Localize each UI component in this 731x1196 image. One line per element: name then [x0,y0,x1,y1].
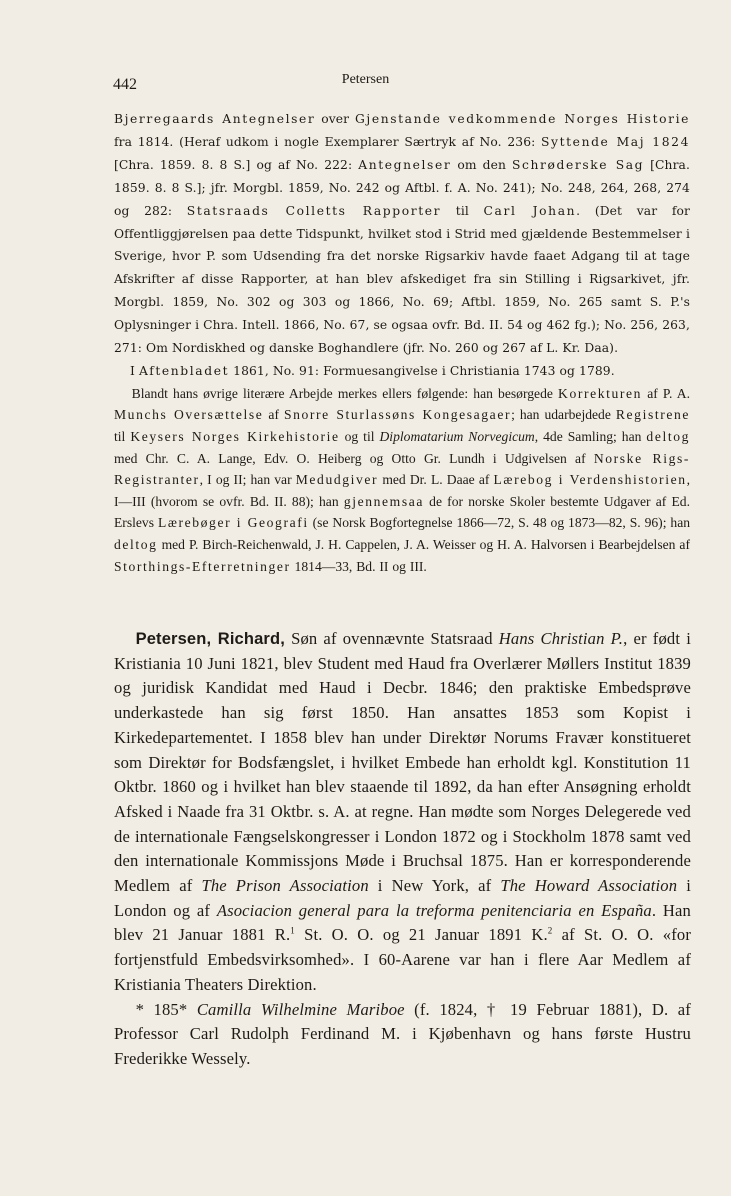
spaced-term: Registrene [615,407,691,423]
spaced-term: gjennemsaa [343,493,424,509]
bibliography-section [114,108,690,577]
spaced-term: Munchs Oversættelse [114,407,264,423]
text-segment: . (Det var for Offentliggjørelsen paa dette Tidspunkt, hvilket stod i Strid med gjældende Bestemmelser i Sverige, hvor P. som Udsending fra det norske Rigsarkiv havde faaet Adgang til at tage Afskrifter af disse Rapporter, at han blev afskediget fra sin Stilling i Rigsarkivet, jfr. Morgbl. 1859, No. 302 og 303 og 1866, No. 69; Aftbl. 1859, No. 265 samt S. P.'s Oplysninger i Chra. Intell. 1866, No. 67, se ogsaa ovfr. Bd. II. 54 og 462 fg.); No. 256, 263, 271: Om Nordiskhed og danske Boghandlere (jfr. No. 260 og 267 af L. Kr. Daa). [114,203,690,356]
text-segment: (se Norsk Bogfortegnelse 1866—72, S. 48 og 1873—82, S. 96); han [308,515,691,531]
text-segment: med Chr. C. A. Lange, Edv. O. Heiberg og Otto Gr. Lundh i Udgivelsen af [114,450,594,466]
page-number: 442 [113,76,137,93]
biography-entry-richard-petersen [114,627,691,1072]
text-segment: af [263,407,284,423]
text-segment: [Chra. 1859. 8. 8 S.] og af No. 222: [114,157,359,172]
title-aftenbladet: Aftenbladet [138,363,230,378]
italic-organization: The Prison Association [201,876,369,896]
superscript: 1 [290,925,295,936]
text-segment: i London og af [114,876,691,920]
text-segment: [Chra. 1859. 8. 8 S.]; jfr. Morgbl. 1859, No. 242 og Aftbl. f. A. No. 241); No. 248, 264, 268, 274 og 282: [114,157,690,218]
text-segment: fra 1814. (Heraf udkom i nogle Exemplarer Særtryk af No. 236: [114,134,542,149]
text-segment: 1814—33, Bd. II og III. [290,558,427,574]
italic-name: Hans Christian P. [498,629,624,648]
entry-name: Petersen, Richard, [135,630,285,648]
entry-paragraph [114,627,691,998]
text-segment: af P. A. [642,385,690,401]
text-segment: til [114,429,131,445]
italic-organization: The Howard Association [500,876,678,896]
title-schroederske-sag: Schrøderske Sag [512,157,645,172]
text-segment: med Dr. L. Daae af [378,472,494,488]
text-segment: med P. Birch-Reichenwald, J. H. Cappelen, J. A. Weisser og H. A. Halvorsen i Bearbejdelsen af [157,537,690,553]
text-segment: over [315,112,355,126]
spaced-term: Lærebøger i Geografi [157,515,309,531]
running-head [0,72,731,96]
text-segment: I [129,363,139,378]
text-segment: om den [451,157,512,172]
title-syttende-maj: Syttende Maj 1824 [541,134,690,149]
title-gjenstande: Gjenstande vedkommende Norges Historie [354,112,690,126]
text-segment: i New York, af [368,876,501,896]
text-segment: St. O. O. og 21 Januar 1891 K. [294,925,548,945]
spaced-term: deltog [114,537,158,553]
text-segment: , I og II; han var [199,472,296,488]
fraktur-paragraph-aftenbladet [114,360,690,383]
title-antegnelser: Antegnelser [358,157,452,172]
text-segment: og til [339,429,380,445]
text-segment: , er født i Kristiania 10 Juni 1821, blev Student med Haud fra Overlærer Møllers Institut 1839 og juridisk Kandidat med Haud i Decbr. 1846; den praktiske Embedsprøve underkastede han sig først 1850. Han ansattes 1853 som Kopist i Kirkedepartementet. I 1858 blev han under Direktør Norums Fravær konstitueret som Direktør for Bodsfængslet, i hvilket Embede han erholdt kgl. Konstitution 11 Oktbr. 1860 og i hvilket han blev staaende til 1892, da han efter Ansøgning erholdt Afsked i Naade fra 31 Oktbr. s. A. at regne. Han mødte som Norges Delegerede ved de internationale Fængselskongresser i London 1872 og i Stockholm 1878 samt ved den internationale Kommissjons Møde i Bruchsal 1875. Han er korresponderende Medlem af [114,629,691,896]
spaced-term: Korrekturen [558,385,643,401]
marriage-note [114,998,691,1072]
title-bjerregaards-antegnelser: Bjerregaards Antegnelser [114,112,316,126]
spaced-term: Norske Rigs-Registranter [114,450,690,488]
italic-term: Diplomatarium Norvegicum [379,429,535,445]
spaced-term: Medudgiver [295,472,379,488]
title-carl-johan: Carl Johan [483,203,577,218]
italic-spouse-name: Camilla Wilhelmine Mariboe [196,999,405,1019]
superscript: 2 [547,925,553,936]
text-segment: 1861, No. 91: Formuesangivelse i Christiania 1743 og 1789. [229,363,615,378]
spaced-term: Lærebog i Verdenshistorien [493,472,687,488]
italic-organization: Asociacion general para la treforma penitenciaria en España [216,900,652,920]
spaced-term: Storthings-Efterretninger [114,558,291,574]
text-segment: (f. 1824, † 19 Februar 1881), D. af Professor Carl Rudolph Ferdinand M. i Kjøbenhavn og hans første Hustru Frederikke Wessely. [114,999,691,1068]
spaced-term: Snorre Sturlassøns Kongesagaer [283,407,512,423]
spaced-term: Keysers Norges Kirkehistorie [130,429,340,445]
text-segment: * 185* [135,999,197,1019]
text-segment: af St. O. O. «for fortjenstfuld Embedsvirksomhed». I 60-Aarene var han i flere Aar Medlem af Kristiania Theaters Direktion. [114,925,691,994]
running-title: Petersen [341,72,390,87]
small-print-paragraph [114,383,690,577]
text-segment: til [441,203,484,218]
text-segment: . Han blev 21 Januar 1881 R. [114,900,691,945]
text-segment: Blandt hans øvrige literære Arbejde merkes ellers følgende: han besørgede [131,385,559,401]
text-segment: Søn af ovennævnte Statsraad [284,629,499,648]
text-segment: , I—III (hvorom se ovfr. Bd. II. 88); han [114,472,691,509]
text-segment: de for norske Skoler bestemte Udgaver af Ed. Erslevs [114,493,691,531]
spaced-term: deltog [646,429,690,445]
text-segment: , 4de Samling; han [534,429,647,445]
fraktur-paragraph-bjerregaard [114,108,690,360]
text-segment: ; han udarbejdede [511,407,616,423]
title-colletts-rapporter: Statsraads Colletts Rapporter [186,203,442,218]
